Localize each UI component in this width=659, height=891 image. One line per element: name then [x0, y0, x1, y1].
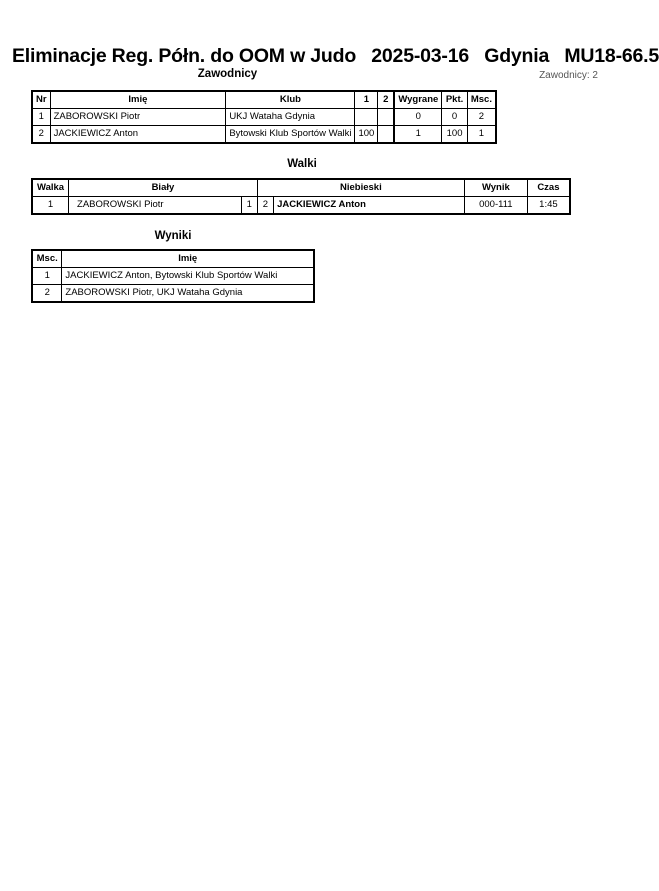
cell-club: UKJ Wataha Gdynia: [226, 109, 355, 126]
col-white: Biały: [69, 179, 258, 197]
col-place: Msc.: [467, 91, 496, 109]
cell-nr: 1: [32, 109, 50, 126]
cell-place: 1: [467, 126, 496, 144]
cell-nr: 2: [32, 126, 50, 144]
table-header-row: [32, 91, 496, 109]
cell-name: ZABOROWSKI Piotr: [50, 109, 226, 126]
col-round-1: 1: [355, 91, 378, 109]
cell-time: 1:45: [527, 197, 570, 215]
col-wins: Wygrane: [394, 91, 441, 109]
col-name: Imię: [50, 91, 226, 109]
table-row: [32, 285, 314, 303]
col-fight-no: Walka: [32, 179, 69, 197]
cell-blue-nr: 2: [257, 197, 273, 215]
cell-wins: 1: [394, 126, 441, 144]
col-place: Msc.: [32, 250, 62, 268]
cell-round-2: [378, 126, 395, 144]
fights-heading: Walki: [287, 158, 317, 170]
fights-table: [31, 178, 571, 215]
col-blue: Niebieski: [257, 179, 464, 197]
title-category: MU18-66.5: [564, 45, 659, 67]
competitors-count: Zawodnicy: 2: [539, 70, 598, 81]
competitors-table: [31, 90, 497, 144]
cell-points: 100: [442, 126, 468, 144]
results-heading: Wyniki: [154, 230, 192, 242]
cell-blue-name: JACKIEWICZ Anton: [274, 197, 465, 215]
col-time: Czas: [527, 179, 570, 197]
cell-white-nr: 1: [241, 197, 257, 215]
cell-club: Bytowski Klub Sportów Walki: [226, 126, 355, 144]
table-header-row: [32, 179, 570, 197]
col-nr: Nr: [32, 91, 50, 109]
table-header-row: [32, 250, 314, 268]
cell-round-2: [378, 109, 395, 126]
col-name: Imię: [62, 250, 314, 268]
table-row: [32, 109, 496, 126]
col-round-2: 2: [378, 91, 395, 109]
cell-name: JACKIEWICZ Anton, Bytowski Klub Sportów Walki: [62, 268, 314, 285]
col-club: Klub: [226, 91, 355, 109]
cell-place: 2: [467, 109, 496, 126]
title-city: Gdynia: [484, 45, 550, 67]
cell-white-name: ZABOROWSKI Piotr: [69, 197, 242, 215]
table-row: [32, 197, 570, 215]
cell-place: 2: [32, 285, 62, 303]
cell-name: JACKIEWICZ Anton: [50, 126, 226, 144]
cell-fight-no: 1: [32, 197, 69, 215]
col-points: Pkt.: [442, 91, 468, 109]
cell-result: 000-111: [464, 197, 527, 215]
competitors-heading: Zawodnicy: [197, 68, 258, 80]
cell-wins: 0: [394, 109, 441, 126]
page-title: [12, 45, 659, 68]
cell-name: ZABOROWSKI Piotr, UKJ Wataha Gdynia: [62, 285, 314, 303]
cell-round-1: 100: [355, 126, 378, 144]
table-row: [32, 268, 314, 285]
cell-round-1: [355, 109, 378, 126]
title-event: Eliminacje Reg. Półn. do OOM w Judo: [12, 45, 357, 67]
cell-points: 0: [442, 109, 468, 126]
col-result: Wynik: [464, 179, 527, 197]
cell-place: 1: [32, 268, 62, 285]
results-table: [31, 249, 315, 303]
table-row: [32, 126, 496, 144]
title-date: 2025-03-16: [371, 45, 470, 67]
